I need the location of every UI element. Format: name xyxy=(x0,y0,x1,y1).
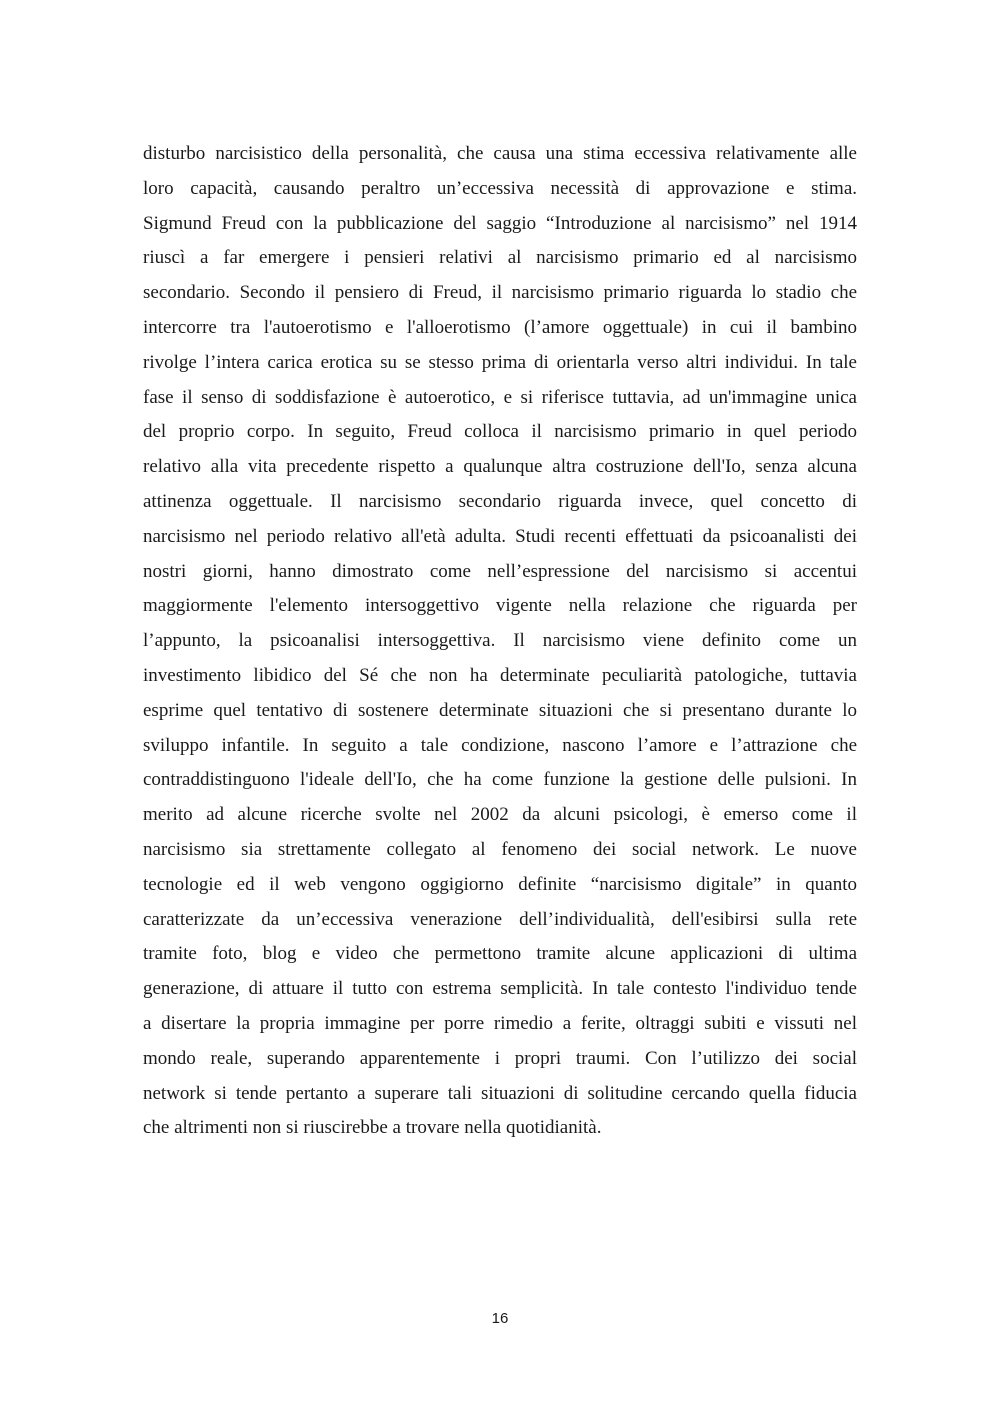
text-line: fase il senso di soddisfazione è autoerotico, e si riferisce tuttavia, ad un'immagine unica xyxy=(143,386,857,408)
text-line: merito ad alcune ricerche svolte nel 2002 da alcuni psicologi, è emerso come il xyxy=(143,804,857,826)
text-line: narcisismo sia strettamente collegato al fenomeno dei social network. Le nuove xyxy=(143,838,857,860)
text-line: intercorre tra l'autoerotismo e l'alloerotismo (l’amore oggettuale) in cui il bambino xyxy=(143,316,857,338)
text-line: riuscì a far emergere i pensieri relativi al narcisismo primario ed al narcisismo xyxy=(143,247,857,269)
text-line: del proprio corpo. In seguito, Freud colloca il narcisismo primario in quel periodo xyxy=(143,421,857,443)
text-line: disturbo narcisistico della personalità, che causa una stima eccessiva relativamente alle xyxy=(143,143,857,164)
text-line: generazione, di attuare il tutto con estrema semplicità. In tale contesto l'individuo tende xyxy=(143,978,857,1000)
text-line: maggiormente l'elemento intersoggettivo vigente nella relazione che riguarda per xyxy=(143,595,857,617)
text-line: tramite foto, blog e video che permettono tramite alcune applicazioni di ultima xyxy=(143,943,857,965)
page-number: 16 xyxy=(491,1310,509,1327)
text-line: caratterizzate da un’eccessiva venerazione dell’individualità, dell'esibirsi sulla rete xyxy=(143,908,857,930)
text-line: tecnologie ed il web vengono oggigiorno definite “narcisismo digitale” in quanto xyxy=(143,873,857,895)
text-line: che altrimenti non si riuscirebbe a trovare nella quotidianità. xyxy=(143,1117,602,1139)
text-line: attinenza oggettuale. Il narcisismo secondario riguarda invece, quel concetto di xyxy=(143,490,857,512)
body-paragraph xyxy=(143,137,857,1146)
text-line: narcisismo nel periodo relativo all'età adulta. Studi recenti effettuati da psicoanalisti dei xyxy=(143,525,857,547)
text-line: esprime quel tentativo di sostenere determinate situazioni che si presentano durante lo xyxy=(143,699,857,721)
text-line: rivolge l’intera carica erotica su se stesso prima di orientarla verso altri individui. In tale xyxy=(143,351,857,373)
text-line: mondo reale, superando apparentemente i propri traumi. Con l’utilizzo dei social xyxy=(143,1047,857,1069)
text-line: contraddistinguono l'ideale dell'Io, che ha come funzione la gestione delle pulsioni. In xyxy=(143,769,857,791)
text-line: a disertare la propria immagine per porre rimedio a ferite, oltraggi subiti e vissuti nel xyxy=(143,1012,857,1034)
text-line: loro capacità, causando peraltro un’eccessiva necessità di approvazione e stima. xyxy=(143,177,857,199)
text-line: Sigmund Freud con la pubblicazione del saggio “Introduzione al narcisismo” nel 1914 xyxy=(143,212,857,234)
text-line: sviluppo infantile. In seguito a tale condizione, nascono l’amore e l’attrazione che xyxy=(143,734,857,756)
text-line: relativo alla vita precedente rispetto a qualunque altra costruzione dell'Io, senza alcuna xyxy=(143,456,857,478)
text-line: secondario. Secondo il pensiero di Freud, il narcisismo primario riguarda lo stadio che xyxy=(143,282,857,304)
text-line: l’appunto, la psicoanalisi intersoggettiva. Il narcisismo viene definito come un xyxy=(143,630,857,652)
text-line: investimento libidico del Sé che non ha determinate peculiarità patologiche, tuttavia xyxy=(143,664,857,686)
text-line: network si tende pertanto a superare tali situazioni di solitudine cercando quella fiducia xyxy=(143,1082,857,1104)
text-line: nostri giorni, hanno dimostrato come nell’espressione del narcisismo si accentui xyxy=(143,560,857,582)
